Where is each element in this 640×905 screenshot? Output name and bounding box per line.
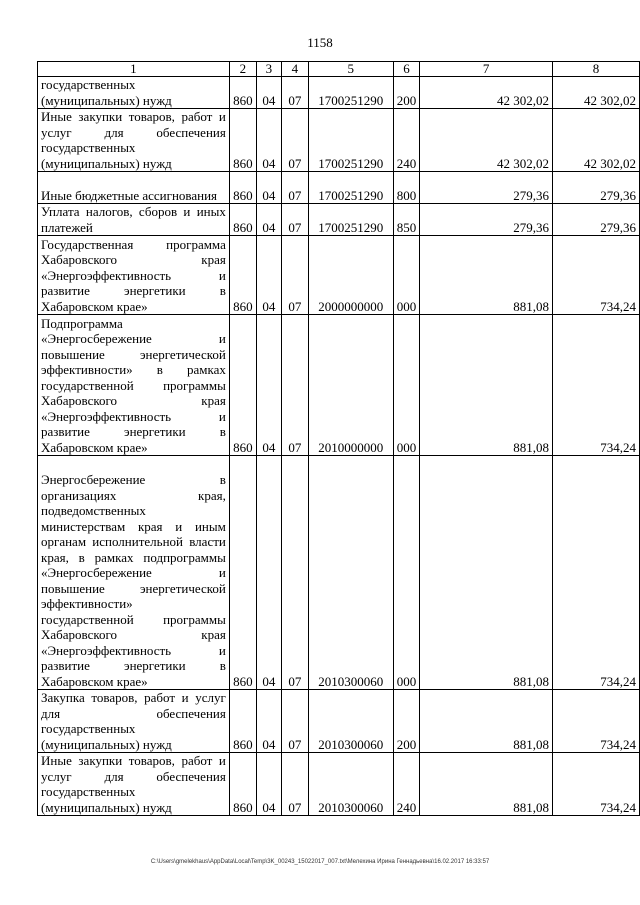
cell-pr: 07 [281,204,308,236]
cell-csr: 2000000000 [308,236,393,315]
cell-vr: 240 [393,753,420,816]
cell-sum-1: 881,08 [420,690,553,753]
cell-vr: 000 [393,236,420,315]
cell-csr: 2010300060 [308,690,393,753]
header-col-3: 3 [256,62,281,77]
cell-sum-2: 42 302,02 [553,109,640,172]
header-row [38,62,640,77]
cell-sum-2: 42 302,02 [553,77,640,109]
cell-rz: 04 [256,690,281,753]
cell-sum-1: 881,08 [420,236,553,315]
budget-table [37,61,640,816]
cell-ved: 860 [229,109,256,172]
cell-vr: 800 [393,172,420,204]
cell-vr: 200 [393,77,420,109]
cell-name: Иные закупки товаров, работ и услуг для обеспечения государственных (муниципальных) нужд [38,109,230,172]
cell-vr: 000 [393,315,420,456]
cell-sum-1: 881,08 [420,456,553,690]
cell-ved: 860 [229,77,256,109]
cell-pr: 07 [281,753,308,816]
cell-vr: 850 [393,204,420,236]
header-col-2: 2 [229,62,256,77]
table-row [38,753,640,816]
table-row [38,172,640,204]
cell-sum-1: 42 302,02 [420,109,553,172]
cell-pr: 07 [281,236,308,315]
cell-sum-1: 881,08 [420,753,553,816]
cell-vr: 000 [393,456,420,690]
cell-sum-1: 881,08 [420,315,553,456]
cell-ved: 860 [229,690,256,753]
cell-ved: 860 [229,172,256,204]
cell-name: Энергосбережение в организациях края, подведомственных министерствам края и иным органам исполнительной власти края, в рамках подпрограммы «Энергосбережение и повышение энергетической эффективности» государственной программы Хабаровского края «Энергоэффективность и развитие энергетики в Хабаровском крае» [38,456,230,690]
cell-rz: 04 [256,456,281,690]
cell-rz: 04 [256,236,281,315]
cell-pr: 07 [281,456,308,690]
table-row [38,109,640,172]
cell-sum-2: 734,24 [553,753,640,816]
header-col-5: 5 [308,62,393,77]
cell-name: Закупка товаров, работ и услуг для обеспечения государственных (муниципальных) нужд [38,690,230,753]
cell-ved: 860 [229,236,256,315]
cell-pr: 07 [281,109,308,172]
cell-sum-2: 734,24 [553,236,640,315]
header-col-6: 6 [393,62,420,77]
cell-pr: 07 [281,172,308,204]
cell-rz: 04 [256,204,281,236]
page-number: 1158 [307,35,333,50]
header-col-1: 1 [38,62,230,77]
cell-csr: 2010300060 [308,753,393,816]
table-row [38,690,640,753]
cell-csr: 1700251290 [308,109,393,172]
cell-rz: 04 [256,753,281,816]
cell-sum-1: 42 302,02 [420,77,553,109]
cell-pr: 07 [281,315,308,456]
header-col-7: 7 [420,62,553,77]
header-col-8: 8 [553,62,640,77]
table-row [38,77,640,109]
cell-pr: 07 [281,690,308,753]
table-row [38,204,640,236]
cell-name: Государственная программа Хабаровского края «Энергоэффективность и развитие энергетики в Хабаровском крае» [38,236,230,315]
cell-rz: 04 [256,315,281,456]
header-col-4: 4 [281,62,308,77]
cell-name: Уплата налогов, сборов и иных платежей [38,204,230,236]
cell-csr: 1700251290 [308,204,393,236]
cell-vr: 240 [393,109,420,172]
table-row [38,236,640,315]
cell-rz: 04 [256,172,281,204]
cell-sum-2: 279,36 [553,172,640,204]
cell-csr: 2010000000 [308,315,393,456]
cell-name: Подпрограмма «Энергосбережение и повышение энергетической эффективности» в рамках государственной программы Хабаровского края «Энергоэффективность и развитие энергетики в Хабаровском крае» [38,315,230,456]
cell-name: Иные бюджетные ассигнования [38,172,230,204]
cell-csr: 1700251290 [308,172,393,204]
cell-sum-1: 279,36 [420,172,553,204]
cell-csr: 2010300060 [308,456,393,690]
cell-sum-2: 734,24 [553,315,640,456]
cell-rz: 04 [256,109,281,172]
table-row [38,315,640,456]
cell-sum-2: 734,24 [553,456,640,690]
cell-ved: 860 [229,204,256,236]
cell-rz: 04 [256,77,281,109]
cell-vr: 200 [393,690,420,753]
file-path-footer: C:\Users\gmelekhaus\AppData\Local\Temp\3K_00243_15022017_007.txt\Мелехина Ирина Геннадьевна\16.02.2017 16:33:57 [150,859,490,865]
cell-ved: 860 [229,753,256,816]
cell-ved: 860 [229,315,256,456]
cell-sum-2: 734,24 [553,690,640,753]
cell-sum-1: 279,36 [420,204,553,236]
cell-csr: 1700251290 [308,77,393,109]
cell-name: Иные закупки товаров, работ и услуг для обеспечения государственных (муниципальных) нужд [38,753,230,816]
cell-ved: 860 [229,456,256,690]
table-row [38,456,640,690]
cell-pr: 07 [281,77,308,109]
cell-name: государственных (муниципальных) нужд [38,77,230,109]
cell-sum-2: 279,36 [553,204,640,236]
